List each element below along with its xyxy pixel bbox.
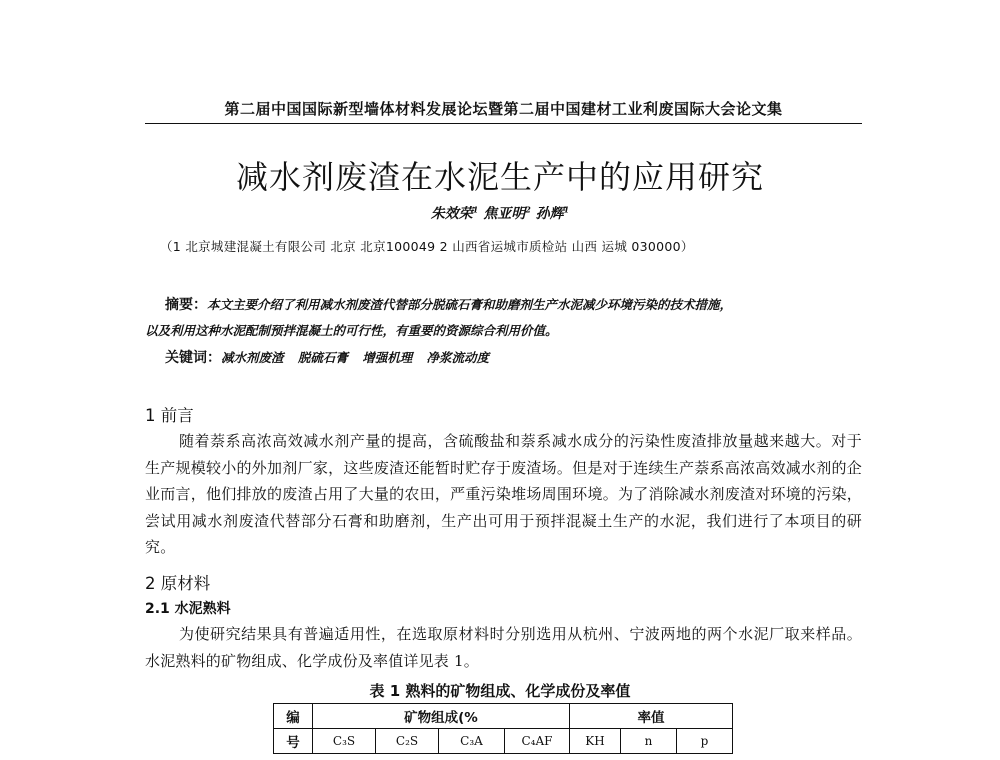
abstract-label: 摘要： [165, 297, 207, 313]
abstract-text-line2: 以及利用这种水泥配制预拌混凝土的可行性，有重要的资源综合利用价值。 [145, 323, 558, 338]
intro-paragraph: 随着萘系高浓高效减水剂产量的提高，含硫酸盐和萘系减水成分的污染性废渣排放量越来越大。对于生产规模较小的外加剂厂家，这些废渣还能暂时贮存于废渣场。但是对于连续生产萘系高浓高效减水剂的企业而言，他们排放的废渣占用了大量的农田，严重污染堆场周围环境。为了消除减水剂废渣对环境的污染，尝试用减水剂废渣代替部分石膏和助磨剂，生产出可用于预拌混凝土生产的水泥，我们进行了本项目的研究。 [145, 432, 862, 556]
clinker-table [273, 703, 733, 754]
table-subheader-row [274, 729, 733, 754]
affiliations: （1 北京城建混凝土有限公司 北京 北京100049 2 山西省运城市质检站 山西 运城 030000） [160, 239, 694, 254]
table-col-header: C₄AF [505, 729, 570, 754]
table-header-id: 号 [274, 729, 313, 754]
author-line [0, 203, 1000, 223]
table-col-header: C₂S [376, 729, 439, 754]
running-header: 第二届中国国际新型墙体材料发展论坛暨第二届中国建材工业利废国际大会论文集 [224, 100, 783, 118]
author-affil-mark: 1 [472, 204, 479, 215]
clinker-paragraph: 为使研究结果具有普遍适用性，在选取原材料时分别选用从杭州、宁波两地的两个水泥厂取来样品。水泥熟料的矿物组成、化学成份及率值详见表 1。 [145, 625, 862, 670]
author-name: 孙辉 [535, 206, 564, 222]
header-rule [145, 123, 862, 124]
table-caption: 表 1 熟料的矿物组成、化学成份及率值 [369, 682, 631, 700]
table-col-header: C₃S [313, 729, 376, 754]
table-col-header: p [677, 729, 733, 754]
table-col-header: KH [570, 729, 621, 754]
table-header-id: 编 [274, 704, 313, 729]
abstract-text-line1: 本文主要介绍了利用减水剂废渣代替部分脱硫石膏和助磨剂生产水泥减少环境污染的技术措施， [207, 297, 733, 312]
keywords-text: 减水剂废渣 脱硫石膏 增强机理 净浆流动度 [221, 350, 490, 365]
paper-title: 减水剂废渣在水泥生产中的应用研究 [235, 158, 764, 196]
table-header-row [274, 704, 733, 729]
keywords [165, 347, 865, 367]
table-header-mineral: 矿物组成(% [313, 704, 570, 729]
author-name: 朱效荣 [430, 206, 473, 222]
table-header-ratio: 率值 [570, 704, 733, 729]
section-heading-materials: 2 原材料 [145, 574, 211, 593]
author-affil-mark: 1 [563, 204, 570, 215]
keywords-label: 关键词： [165, 350, 221, 366]
table-col-header: C₃A [439, 729, 505, 754]
subsection-heading-clinker: 2.1 水泥熟料 [145, 601, 231, 617]
table-col-header: n [621, 729, 677, 754]
author-name: 焦亚明 [483, 206, 526, 222]
abstract [145, 292, 862, 343]
author-affil-mark: 2 [525, 204, 531, 215]
section-heading-intro: 1 前言 [145, 406, 194, 425]
